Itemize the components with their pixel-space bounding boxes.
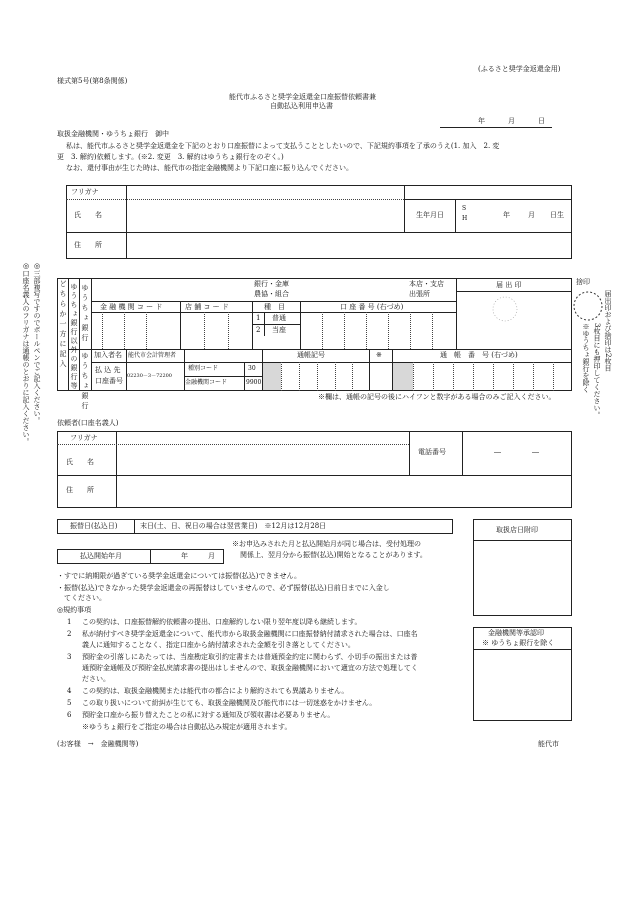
yucho-side-label: ゆうちょ銀行 bbox=[81, 352, 89, 412]
page-subtitle: 自動払込利用申込書 bbox=[270, 102, 333, 110]
transfer-date-value: 末日(土、日、祝日の場合は翌営業日) ※12月は12月28日 bbox=[140, 522, 327, 530]
bank-types-label-1: 銀行・金庫 bbox=[254, 280, 289, 288]
intro-paragraph-line2: 更 3. 解約)依頼します。(※2. 変更 3. 解約はゆうちょ銀行をのぞく。) bbox=[57, 153, 284, 161]
era-showa: S bbox=[462, 205, 467, 212]
account-number-field[interactable] bbox=[301, 313, 455, 348]
birth-month-label: 月 bbox=[528, 211, 535, 219]
phone-field[interactable] bbox=[463, 432, 571, 474]
either-one-label: どちらか一方に記入 bbox=[59, 280, 67, 370]
other-banks-label-sub: ゆうちょ銀行 bbox=[81, 284, 89, 344]
start-timing-note-2: 関係上、翌月分から振替(払込)開始となることがあります。 bbox=[240, 551, 427, 559]
applicant-furigana-label: フリガナ bbox=[71, 188, 99, 196]
bank-code-field[interactable] bbox=[92, 313, 179, 348]
start-month-unit: 月 bbox=[208, 552, 215, 560]
transfer-date-divider bbox=[134, 519, 135, 534]
birth-year-label: 年 bbox=[503, 211, 510, 219]
branch-code-field[interactable] bbox=[181, 313, 251, 348]
seal-instruction-2: 3枚目にも押印してください。 bbox=[593, 323, 601, 419]
requester-section-label: 依頼者(口座名義人) bbox=[57, 419, 119, 427]
form-number: 様式第5号(第8条関係) bbox=[57, 77, 128, 85]
type-option-1-number: 1 bbox=[256, 314, 261, 322]
birthdate-label: 生年月日 bbox=[416, 211, 444, 219]
requester-furigana-label: フリガナ bbox=[70, 434, 98, 442]
date-day-label: 日 bbox=[538, 117, 545, 125]
passbook-asterisk-field[interactable] bbox=[370, 363, 391, 390]
branch-types-label-2: 出張所 bbox=[409, 290, 430, 298]
branch-name-field[interactable] bbox=[300, 279, 406, 300]
requester-address-field[interactable] bbox=[117, 476, 571, 507]
copy-routing-label: (お客様 → 金融機関等) bbox=[57, 740, 139, 748]
type-option-toza[interactable]: 当座 bbox=[272, 326, 286, 334]
term-number: 1 bbox=[67, 618, 72, 626]
refund-note: なお、還付事由が生じた時は、能代市の指定金融機関より下記口座に振り込んでください。 bbox=[66, 164, 353, 172]
issuer-name: 能代市 bbox=[538, 740, 559, 748]
account-type-header: 種 目 bbox=[264, 303, 285, 311]
approval-stamp-sub: ※ ゆうちょ銀行を除く bbox=[482, 639, 555, 647]
approval-stamp-title: 金融機関等承認印 bbox=[488, 629, 544, 637]
furigana-instruction: ◎口座名義人のフリガナは通帳のとおりに記入ください。 bbox=[22, 262, 30, 445]
passbook-note: ※欄は、通帳の記号の後にハイフンと数字がある場合のみご記入ください。 bbox=[318, 393, 556, 401]
ballpoint-instruction: ◎三部複写ですのでボールペンでご記入ください。 bbox=[33, 262, 41, 424]
bank-side-divider bbox=[68, 278, 69, 391]
retry-note-line1: ・振替(払込)できなかった奨学金返還金の再振替はしていませんので、必ず振替(払込)日前日までに入金し bbox=[57, 584, 390, 592]
start-year-unit: 年 bbox=[181, 552, 188, 560]
era-heisei: H bbox=[462, 215, 468, 222]
seal-instruction-1: 届出印および捨印は2枚目 bbox=[604, 290, 612, 372]
discard-seal-label: 捨印 bbox=[576, 278, 590, 286]
other-banks-label: ゆうちょ銀行以外の銀行等 bbox=[70, 283, 78, 391]
intro-paragraph-line1: 私は、能代市ふるさと奨学金返還金を下記のとおり口座振替によって支払うこととしたいので、下記規約事項を了承のうえ(1. 加入 2. 変 bbox=[66, 142, 500, 150]
yucho-label-divider bbox=[126, 349, 127, 391]
retry-note-line2: てください。 bbox=[57, 594, 106, 602]
page-title: 能代市ふるさと奨学金返還金口座振替依頼書兼 bbox=[229, 93, 376, 101]
term-line: この契約は、口座振替解約依頼書の提出、口座解約しない限り翌年度以降も継続します。 bbox=[82, 618, 362, 626]
payee-label-2: 口座番号 bbox=[95, 377, 123, 385]
applicant-address-label: 住 所 bbox=[74, 241, 102, 249]
requester-address-label: 住 所 bbox=[66, 486, 94, 494]
date-month-label: 月 bbox=[508, 117, 515, 125]
requester-name-label: 氏 名 bbox=[66, 458, 94, 466]
payee-account-number: 02230－3－72200 bbox=[127, 373, 172, 379]
terms-heading: ◎規約事項 bbox=[57, 606, 92, 614]
start-month-label: 払込開始年月 bbox=[80, 552, 122, 560]
payee-label-1: 払 込 先 bbox=[95, 366, 121, 374]
bank-type-divider bbox=[79, 278, 80, 391]
bank-code-header: 金 融 機 関 コ ー ド bbox=[100, 303, 163, 311]
discard-seal-area[interactable] bbox=[574, 292, 602, 320]
branch-code-header: 店 舗 コ ー ド bbox=[185, 303, 229, 311]
branch-stamp-area[interactable] bbox=[474, 541, 571, 615]
bank-name-field[interactable] bbox=[92, 279, 252, 300]
approval-stamp-area[interactable] bbox=[474, 650, 571, 720]
shaded-cell bbox=[393, 363, 413, 390]
yucho-code-value-divider bbox=[244, 362, 245, 391]
requester-name-field[interactable] bbox=[117, 445, 408, 474]
term-line: 預貯金口座から振り替えたことの私に対する通知及び領収書は必要ありません。 bbox=[82, 711, 335, 719]
asterisk-header: ※ bbox=[376, 351, 382, 359]
term-line: 預貯金の引落しにあたっては、当座勘定取引約定書または普通預金約定に関わらず、小切手の振出または普 bbox=[82, 653, 418, 661]
form-usage-label: (ふるさと奨学金返還金用) bbox=[478, 65, 561, 73]
subscriber-name-value: 能代市会計管理者 bbox=[128, 352, 177, 359]
type-code-label: 種別コード bbox=[188, 365, 219, 372]
institution-code-value: 9900 bbox=[246, 379, 262, 386]
yucho-auto-payment-note: ※ゆうちょ銀行をご指定の場合は自動払込み規定が適用されます。 bbox=[82, 723, 292, 731]
phone-separator-1: ― bbox=[494, 448, 501, 456]
term-number: 4 bbox=[67, 687, 72, 695]
yucho-code-divider bbox=[184, 376, 262, 377]
term-line: この契約は、取扱金融機関または能代市の都合により解約されても異議ありません。 bbox=[82, 687, 349, 695]
type-option-2-number: 2 bbox=[256, 326, 261, 334]
passbook-number-header: 通 帳 番 号 (右づめ) bbox=[440, 351, 518, 359]
passbook-symbol-field[interactable] bbox=[282, 363, 368, 390]
date-year-label: 年 bbox=[478, 117, 485, 125]
start-month-field[interactable] bbox=[151, 550, 223, 563]
term-line: 通預貯金通帳及び預貯金払戻請求書の提出はしませんので、取扱金融機関において適宜の方法で処理してく bbox=[82, 664, 418, 672]
bank-types-label-2: 農協・組合 bbox=[254, 290, 289, 298]
shaded-cell bbox=[263, 363, 281, 390]
birth-day-label: 日生 bbox=[550, 211, 564, 219]
type-option-divider bbox=[252, 324, 300, 325]
subscriber-name-label: 加入者名 bbox=[94, 351, 122, 359]
branch-types-label-1: 本店・支店 bbox=[409, 280, 444, 288]
passbook-number-field[interactable] bbox=[414, 363, 571, 390]
seal-instruction-3: ※ゆうちょ銀行を除く bbox=[582, 323, 590, 393]
passbook-symbol-header: 通帳記号 bbox=[297, 351, 325, 359]
institution-code-label: 金融機関コード bbox=[185, 379, 228, 386]
registered-seal-header: 届 出 印 bbox=[496, 281, 522, 289]
account-number-header: 口 座 番 号 (右づめ) bbox=[340, 303, 404, 311]
term-line: ださい。 bbox=[82, 675, 110, 683]
bank-name-row-bottom bbox=[91, 301, 456, 302]
branch-code-divider bbox=[252, 301, 253, 349]
phone-separator-2: ― bbox=[532, 448, 539, 456]
branch-stamp-label: 取扱店日附印 bbox=[496, 526, 538, 534]
type-option-futsu[interactable]: 普通 bbox=[272, 314, 286, 322]
addressee: 取扱金融機関・ゆうちょ銀行 御中 bbox=[57, 130, 169, 138]
applicant-name-label: 氏 名 bbox=[74, 211, 102, 219]
term-line: 私が納付すべき奨学金返還金について、能代市から取扱金融機関に口座振替納付請求された場合は、口座名 bbox=[82, 630, 418, 638]
start-timing-note-1: ※お申込みされた月と払込開始月が同じ場合は、受付処理の bbox=[232, 540, 421, 548]
overdue-note: ・すでに納期限が過ぎている奨学金返還金については振替(払込)できません。 bbox=[57, 572, 301, 580]
term-number: 5 bbox=[67, 699, 72, 707]
term-number: 6 bbox=[67, 711, 72, 719]
phone-column-divider bbox=[409, 431, 410, 475]
phone-label: 電話番号 bbox=[418, 448, 446, 456]
registered-seal-area[interactable] bbox=[457, 292, 571, 348]
term-number: 2 bbox=[67, 630, 72, 638]
transfer-date-label: 振替日(払込日) bbox=[70, 522, 118, 530]
term-line: この取り扱いについて紛糾が生じても、取扱金融機関及び能代市には一切迷惑をかけません。 bbox=[82, 699, 377, 707]
term-line: 義人に通知することなく、指定口座から納付請求された金額を引き落としてください。 bbox=[82, 641, 355, 649]
term-number: 3 bbox=[67, 653, 72, 661]
yucho-row-top bbox=[68, 349, 572, 350]
type-code-value: 30 bbox=[248, 365, 256, 372]
